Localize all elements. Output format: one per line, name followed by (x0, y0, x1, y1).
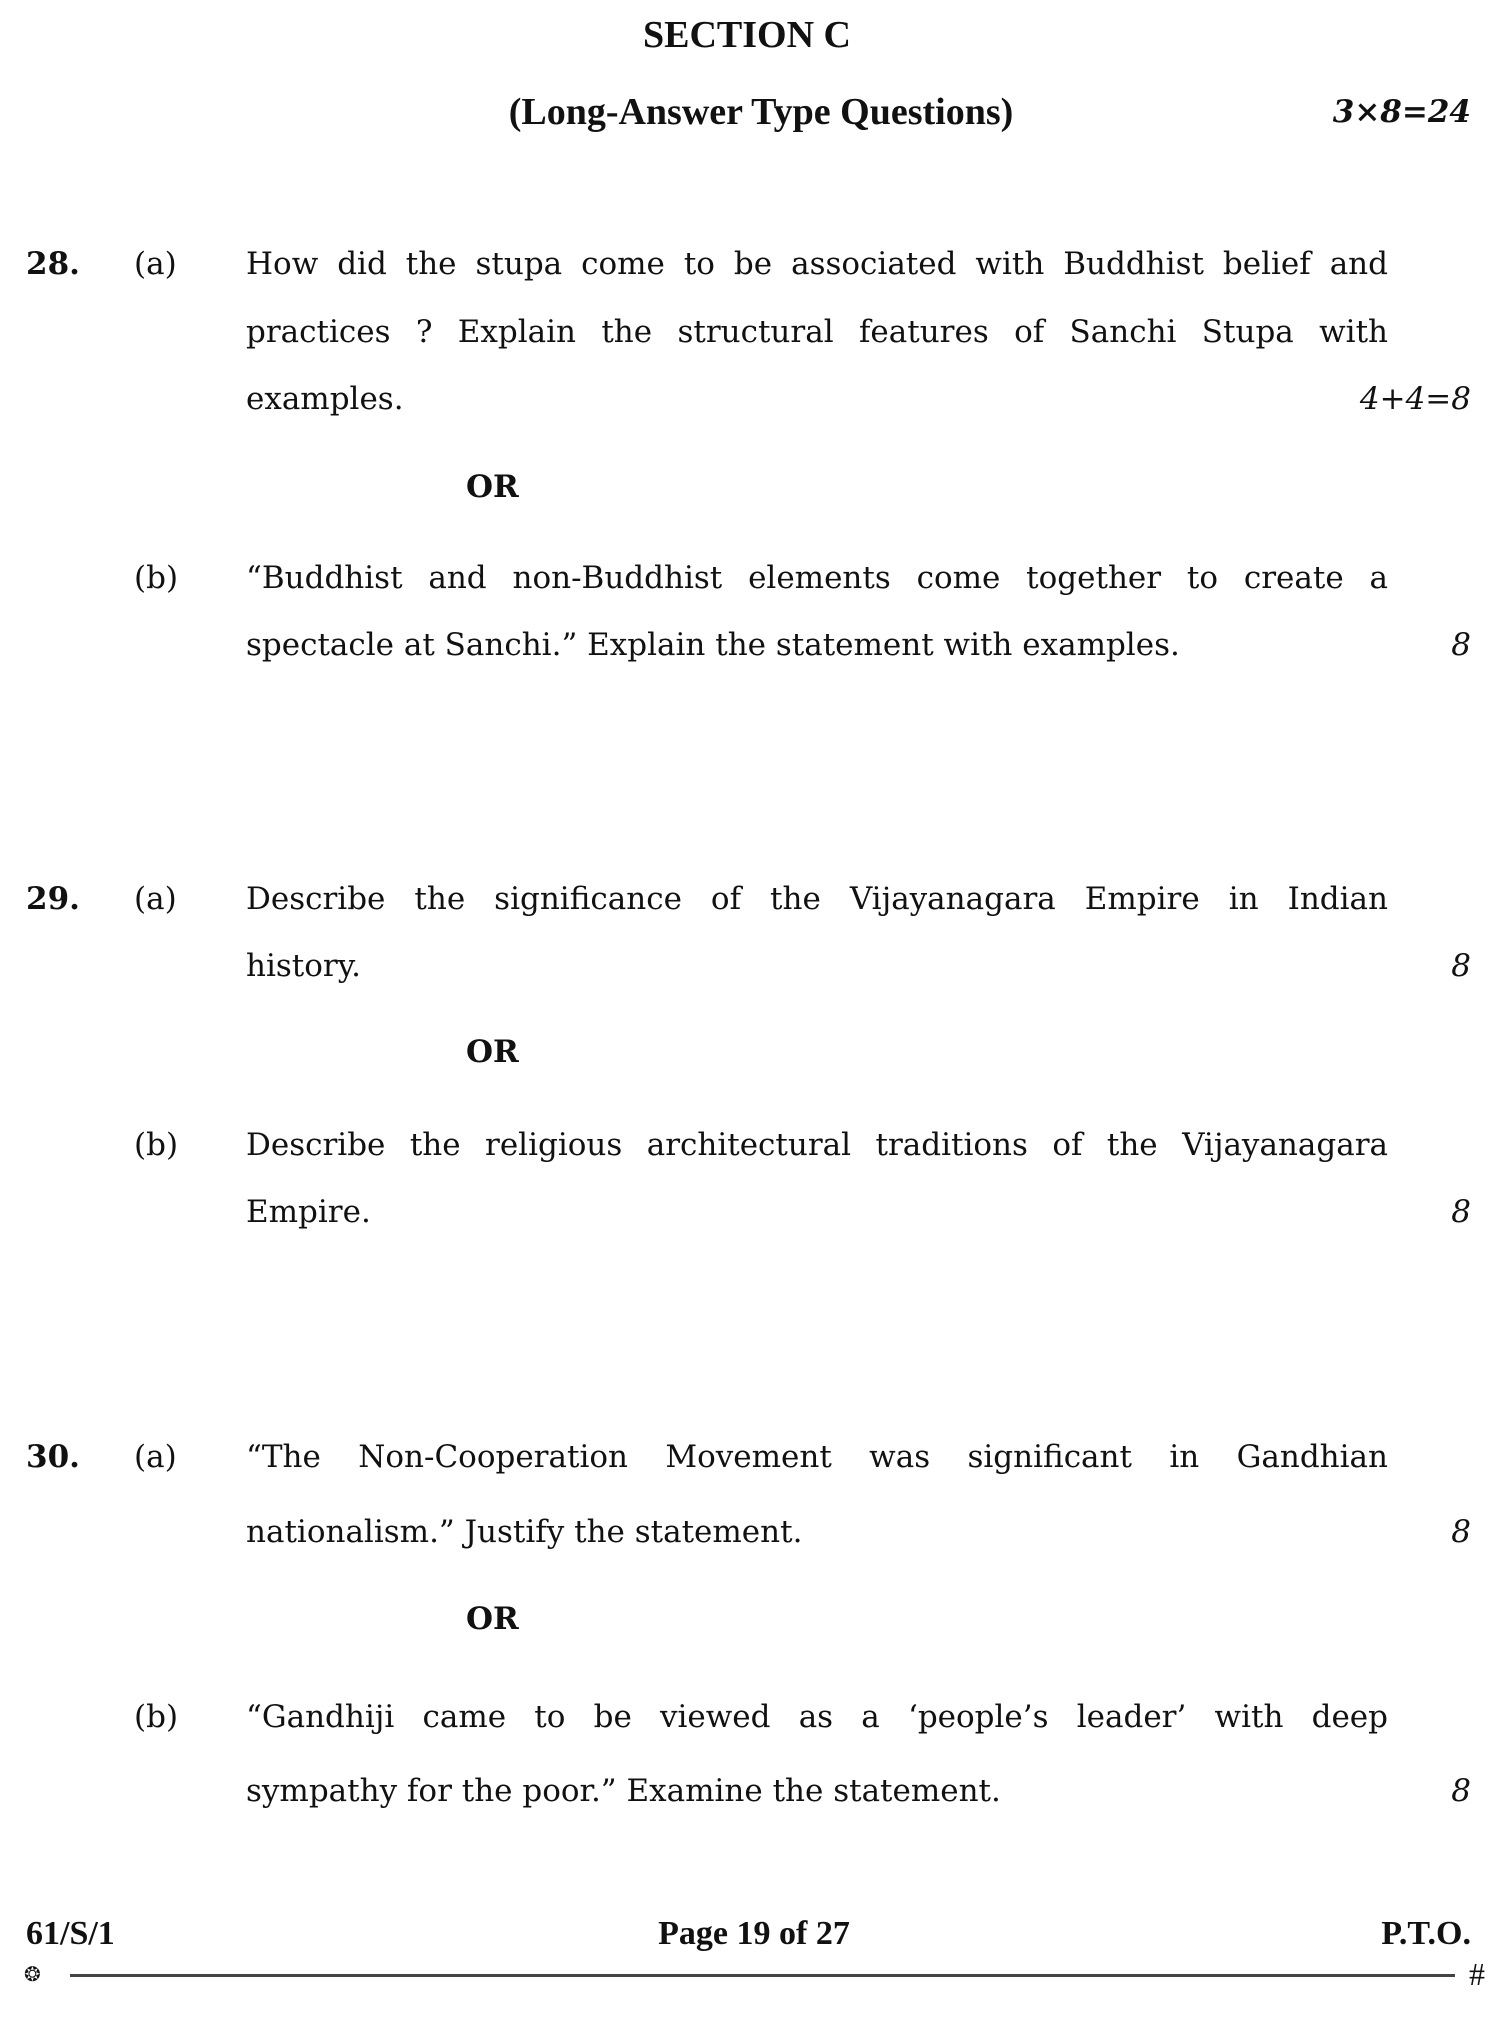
section-total-marks: 3×8=24 (1332, 94, 1471, 130)
part-label: (b) (134, 1699, 179, 1735)
question-text-line: nationalism.” Justify the statement. (246, 1514, 803, 1550)
question-text-line: Describe the religious architectural traditions of the Vijayanagara (246, 1127, 1388, 1163)
part-label: (a) (134, 1439, 177, 1475)
marks: 8 (1451, 627, 1471, 663)
page-number: Page 19 of 27 (658, 1915, 850, 1952)
question-text-line: Describe the significance of the Vijayanagara Empire in Indian (246, 881, 1388, 917)
hash-symbol: # (1469, 1956, 1485, 1992)
marks: 8 (1451, 948, 1471, 984)
pto-label: P.T.O. (1381, 1915, 1471, 1952)
paper-code: 61/S/1 (26, 1915, 115, 1952)
part-label: (a) (134, 881, 177, 917)
or-separator: OR (466, 469, 519, 505)
marks: 8 (1451, 1773, 1471, 1809)
question-text-line: How did the stupa come to be associated with Buddhist belief and (246, 246, 1388, 282)
part-label: (a) (134, 246, 177, 282)
part-label: (b) (134, 560, 179, 596)
question-text-line: history. (246, 948, 361, 984)
question-number: 29. (26, 881, 80, 917)
flower-symbol-icon: ❂ (24, 1962, 41, 1986)
question-text-line: examples. (246, 381, 404, 417)
question-text-line: “Gandhiji came to be viewed as a ‘people’s leader’ with deep (246, 1699, 1388, 1735)
marks: 8 (1451, 1514, 1471, 1550)
question-number: 30. (26, 1439, 80, 1475)
question-text-line: practices ? Explain the structural features of Sanchi Stupa with (246, 314, 1388, 350)
part-label: (b) (134, 1127, 179, 1163)
section-title: SECTION C (643, 14, 851, 56)
marks: 4+4=8 (1359, 381, 1471, 417)
or-separator: OR (466, 1601, 519, 1637)
question-text-line: “Buddhist and non-Buddhist elements come together to create a (246, 560, 1388, 596)
or-separator: OR (466, 1034, 519, 1070)
section-subtitle: (Long-Answer Type Questions) (508, 91, 1014, 133)
question-text-line: Empire. (246, 1194, 371, 1230)
question-text-line: “The Non-Cooperation Movement was significant in Gandhian (246, 1439, 1388, 1475)
question-text-line: spectacle at Sanchi.” Explain the statement with examples. (246, 627, 1180, 663)
marks: 8 (1451, 1194, 1471, 1230)
footer-rule (70, 1974, 1455, 1977)
question-text-line: sympathy for the poor.” Examine the statement. (246, 1773, 1001, 1809)
question-number: 28. (26, 246, 80, 282)
